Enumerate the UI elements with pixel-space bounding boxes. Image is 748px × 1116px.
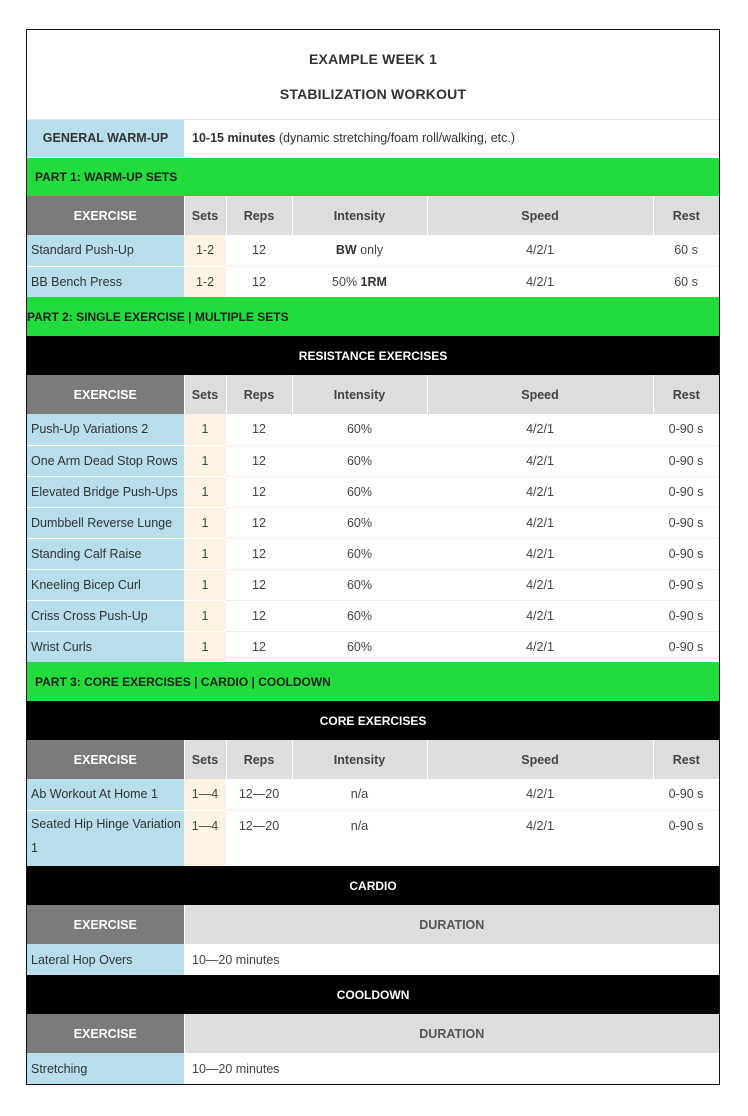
exercise-name: Criss Cross Push-Up bbox=[27, 600, 184, 631]
header-exercise: EXERCISE bbox=[27, 1014, 184, 1053]
speed-value: 4/2/1 bbox=[427, 569, 653, 600]
header-reps: Reps bbox=[226, 740, 292, 779]
duration-value: 10—20 minutes bbox=[192, 1061, 280, 1076]
exercise-name: BB Bench Press bbox=[27, 266, 184, 297]
intensity-value: 60% bbox=[346, 639, 373, 654]
table-row bbox=[27, 810, 719, 866]
header-intensity: Intensity bbox=[292, 740, 427, 779]
reps-value: 12 bbox=[226, 414, 292, 445]
intensity-suffix: only bbox=[356, 243, 384, 258]
header-sets: Sets bbox=[184, 740, 226, 779]
rest-value: 0-90 s bbox=[653, 779, 719, 810]
speed-value: 4/2/1 bbox=[427, 445, 653, 476]
exercise-name: Standard Push-Up bbox=[27, 235, 184, 266]
exercise-name: Wrist Curls bbox=[27, 631, 184, 662]
intensity-value: 60% bbox=[292, 600, 427, 631]
sets-value: 1 bbox=[184, 538, 226, 569]
intensity-value: 60% bbox=[292, 569, 427, 600]
sets-value: 1 bbox=[184, 507, 226, 538]
header-exercise: EXERCISE bbox=[27, 905, 184, 944]
table-row bbox=[27, 235, 719, 266]
exercise-name: Push-Up Variations 2 bbox=[27, 414, 184, 445]
header-speed: Speed bbox=[427, 196, 653, 235]
cooldown-header-row bbox=[27, 1014, 719, 1053]
header-intensity: Intensity bbox=[292, 375, 427, 414]
rest-value: 0-90 s bbox=[653, 538, 719, 569]
duration-value: 10—20 minutes bbox=[192, 952, 280, 967]
resistance-section-title: RESISTANCE EXERCISES bbox=[27, 336, 719, 375]
exercise-name: Elevated Bridge Push-Ups bbox=[27, 476, 184, 507]
general-warmup-row bbox=[27, 119, 719, 157]
part2-title: PART 2: SINGLE EXERCISE | MULTIPLE SETS bbox=[27, 297, 719, 336]
sets-value: 1 bbox=[184, 569, 226, 600]
reps-value: 12 bbox=[226, 507, 292, 538]
reps-value: 12 bbox=[226, 235, 292, 266]
warmup-description: (dynamic stretching/foam roll/walking, etc.) bbox=[275, 131, 516, 145]
exercise-name: Stretching bbox=[27, 1053, 184, 1084]
intensity-bold: 1RM bbox=[360, 274, 387, 289]
rest-value: 0-90 s bbox=[653, 600, 719, 631]
reps-value: 12—20 bbox=[226, 779, 292, 810]
header-exercise: EXERCISE bbox=[27, 375, 184, 414]
exercise-name: Ab Workout At Home 1 bbox=[27, 779, 184, 810]
speed-value: 4/2/1 bbox=[526, 818, 554, 833]
resistance-rows bbox=[27, 414, 719, 662]
header-rest: Rest bbox=[653, 196, 719, 235]
rest-value: 0-90 s bbox=[668, 639, 704, 654]
part1-title: PART 1: WARM-UP SETS bbox=[27, 157, 719, 196]
table-row bbox=[27, 507, 719, 538]
intensity-bold: BW bbox=[335, 243, 357, 258]
speed-value: 4/2/1 bbox=[427, 235, 653, 266]
intensity-value: n/a bbox=[350, 818, 369, 833]
table-row bbox=[27, 631, 719, 662]
sets-value: 1 bbox=[184, 476, 226, 507]
intensity-value bbox=[292, 235, 427, 266]
sets-value: 1 bbox=[184, 445, 226, 476]
reps-value: 12 bbox=[226, 445, 292, 476]
reps-value: 12—20 bbox=[238, 818, 280, 833]
page-subtitle: STABILIZATION WORKOUT bbox=[27, 74, 719, 119]
table-row bbox=[27, 414, 719, 445]
speed-value: 4/2/1 bbox=[526, 639, 554, 654]
intensity-value: 60% bbox=[292, 414, 427, 445]
sets-value: 1 bbox=[184, 631, 226, 662]
intensity-value: 60% bbox=[292, 476, 427, 507]
speed-value: 4/2/1 bbox=[427, 507, 653, 538]
general-warmup-label: GENERAL WARM-UP bbox=[27, 119, 184, 157]
header-duration: DURATION bbox=[184, 905, 719, 944]
cooldown-section-title: COOLDOWN bbox=[27, 975, 719, 1014]
header-reps: Reps bbox=[226, 196, 292, 235]
reps-value: 12 bbox=[252, 274, 266, 289]
rest-value: 0-90 s bbox=[653, 414, 719, 445]
part3-title: PART 3: CORE EXERCISES | CARDIO | COOLDOWN bbox=[27, 662, 719, 701]
rest-value: 0-90 s bbox=[668, 818, 704, 833]
table-row bbox=[27, 476, 719, 507]
table-row bbox=[27, 600, 719, 631]
exercise-name: Seated Hip Hinge Variation 1 bbox=[27, 810, 184, 866]
rest-value: 0-90 s bbox=[653, 569, 719, 600]
table-row bbox=[27, 266, 719, 297]
intensity-value: 60% bbox=[292, 445, 427, 476]
warmup-duration: 10-15 minutes bbox=[192, 131, 276, 145]
header-reps: Reps bbox=[226, 375, 292, 414]
sets-value: 1-2 bbox=[184, 235, 226, 266]
page-title: EXAMPLE WEEK 1 bbox=[309, 51, 438, 67]
general-warmup-value bbox=[184, 119, 719, 157]
intensity-value: 60% bbox=[292, 507, 427, 538]
speed-value: 4/2/1 bbox=[427, 476, 653, 507]
sets-value: 1—4 bbox=[184, 779, 226, 810]
table-row bbox=[27, 569, 719, 600]
intensity-value: n/a bbox=[292, 779, 427, 810]
part2-header-row bbox=[27, 375, 719, 414]
intensity-prefix: 50% bbox=[332, 274, 361, 289]
sets-value: 1—4 bbox=[184, 810, 226, 866]
speed-value: 4/2/1 bbox=[427, 779, 653, 810]
table-row bbox=[27, 944, 719, 975]
table-row bbox=[27, 538, 719, 569]
cardio-section-title: CARDIO bbox=[27, 866, 719, 905]
header-sets: Sets bbox=[184, 196, 226, 235]
speed-value: 4/2/1 bbox=[427, 538, 653, 569]
header-rest: Rest bbox=[653, 375, 719, 414]
workout-sheet bbox=[26, 29, 720, 1085]
exercise-name: One Arm Dead Stop Rows bbox=[27, 445, 184, 476]
rest-value: 0-90 s bbox=[653, 445, 719, 476]
header-speed: Speed bbox=[427, 740, 653, 779]
header-sets: Sets bbox=[184, 375, 226, 414]
header-duration: DURATION bbox=[184, 1014, 719, 1053]
reps-value: 12 bbox=[226, 600, 292, 631]
core-header-row bbox=[27, 740, 719, 779]
cardio-header-row bbox=[27, 905, 719, 944]
speed-value: 4/2/1 bbox=[427, 414, 653, 445]
table-row bbox=[27, 445, 719, 476]
header-exercise: EXERCISE bbox=[27, 740, 184, 779]
reps-value: 12 bbox=[226, 569, 292, 600]
header-speed: Speed bbox=[427, 375, 653, 414]
speed-value: 4/2/1 bbox=[427, 600, 653, 631]
table-row bbox=[27, 1053, 719, 1084]
exercise-name: Kneeling Bicep Curl bbox=[27, 569, 184, 600]
speed-value: 4/2/1 bbox=[526, 274, 554, 289]
part1-header-row bbox=[27, 196, 719, 235]
rest-value: 0-90 s bbox=[653, 507, 719, 538]
core-section-title: CORE EXERCISES bbox=[27, 701, 719, 740]
sets-value: 1 bbox=[184, 600, 226, 631]
exercise-name: Lateral Hop Overs bbox=[27, 944, 184, 975]
sets-value: 1-2 bbox=[184, 266, 226, 297]
reps-value: 12 bbox=[226, 538, 292, 569]
table-row bbox=[27, 779, 719, 810]
exercise-name: Standing Calf Raise bbox=[27, 538, 184, 569]
header-exercise: EXERCISE bbox=[27, 196, 184, 235]
intensity-value: 60% bbox=[292, 538, 427, 569]
sets-value: 1 bbox=[184, 414, 226, 445]
header-rest: Rest bbox=[653, 740, 719, 779]
rest-value: 60 s bbox=[674, 274, 698, 289]
rest-value: 0-90 s bbox=[653, 476, 719, 507]
reps-value: 12 bbox=[252, 639, 266, 654]
intensity-value bbox=[292, 266, 427, 297]
header-intensity: Intensity bbox=[292, 196, 427, 235]
workout-table bbox=[27, 30, 719, 1084]
exercise-name: Dumbbell Reverse Lunge bbox=[27, 507, 184, 538]
rest-value: 60 s bbox=[653, 235, 719, 266]
reps-value: 12 bbox=[226, 476, 292, 507]
